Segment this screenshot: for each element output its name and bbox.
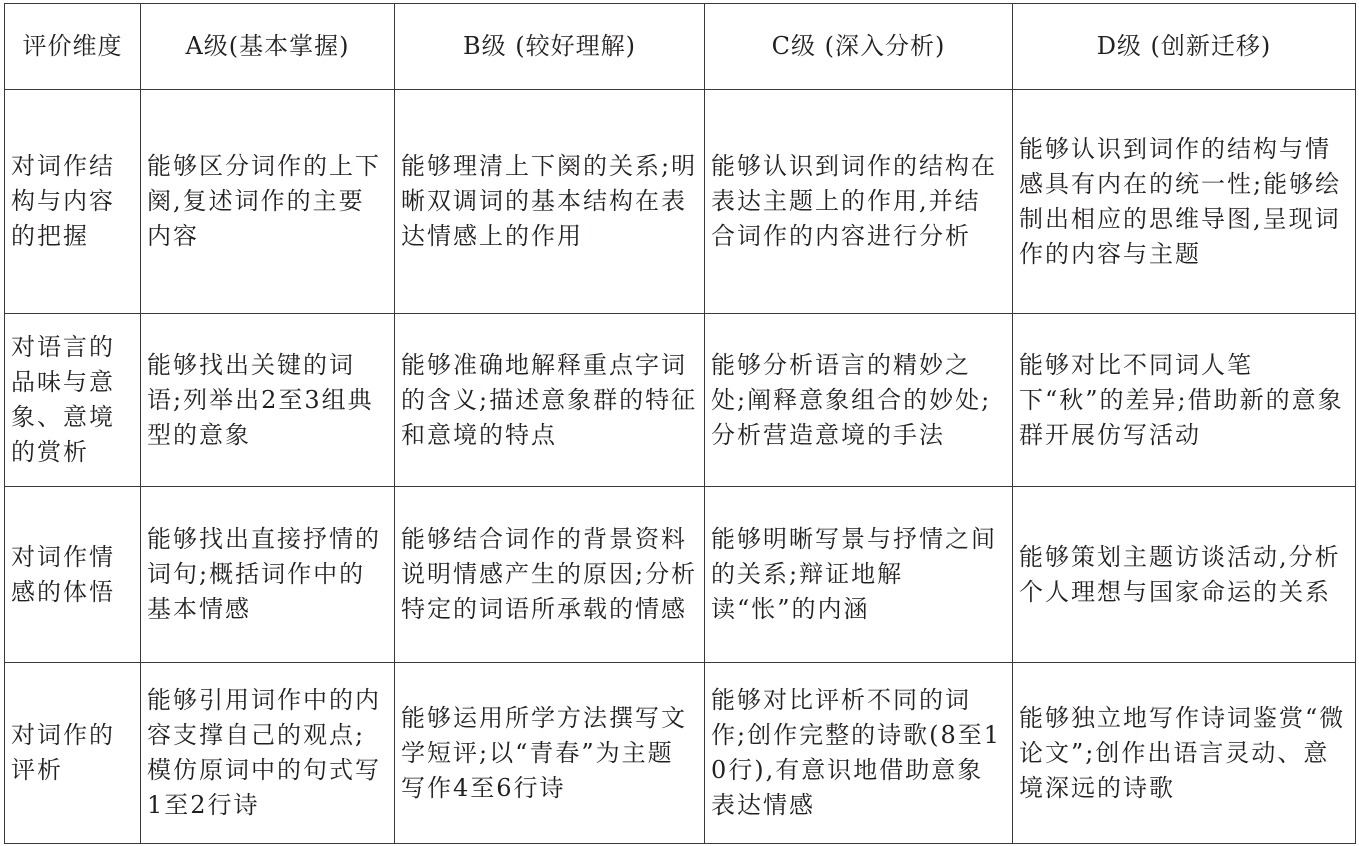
level-a-cell: 能够引用词作中的内容支撑自己的观点;模仿原词中的句式写1至2行诗 bbox=[141, 663, 395, 844]
level-d-cell: 能够认识到词作的结构与情感具有内在的统一性;能够绘制出相应的思维导图,呈现词作的内容与主题 bbox=[1013, 90, 1356, 314]
level-b-cell: 能够结合词作的背景资料说明情感产生的原因;分析特定的词语所承载的情感 bbox=[395, 487, 705, 663]
dimension-cell: 对词作情感的体悟 bbox=[5, 487, 141, 663]
level-b-cell: 能够运用所学方法撰写文学短评;以“青春”为主题写作4至6行诗 bbox=[395, 663, 705, 844]
header-row bbox=[5, 4, 1356, 90]
header-level-d: D级 (创新迁移) bbox=[1013, 4, 1356, 90]
level-c-cell: 能够分析语言的精妙之处;阐释意象组合的妙处;分析营造意境的手法 bbox=[705, 314, 1013, 487]
level-c-cell: 能够明晰写景与抒情之间的关系;辩证地解读“怅”的内涵 bbox=[705, 487, 1013, 663]
header-level-b: B级 (较好理解) bbox=[395, 4, 705, 90]
evaluation-rubric-table bbox=[4, 3, 1356, 844]
header-level-c: C级 (深入分析) bbox=[705, 4, 1013, 90]
level-d-cell: 能够策划主题访谈活动,分析个人理想与国家命运的关系 bbox=[1013, 487, 1356, 663]
level-d-cell: 能够独立地写作诗词鉴赏“微论文”;创作出语言灵动、意境深远的诗歌 bbox=[1013, 663, 1356, 844]
dimension-cell: 对词作结构与内容的把握 bbox=[5, 90, 141, 314]
level-a-cell: 能够找出直接抒情的词句;概括词作中的基本情感 bbox=[141, 487, 395, 663]
level-a-cell: 能够找出关键的词语;列举出2至3组典型的意象 bbox=[141, 314, 395, 487]
level-c-cell: 能够认识到词作的结构在表达主题上的作用,并结合词作的内容进行分析 bbox=[705, 90, 1013, 314]
header-level-a: A级(基本掌握) bbox=[141, 4, 395, 90]
dimension-cell: 对词作的评析 bbox=[5, 663, 141, 844]
table-row bbox=[5, 487, 1356, 663]
header-dimension: 评价维度 bbox=[5, 4, 141, 90]
dimension-cell: 对语言的品味与意象、意境的赏析 bbox=[5, 314, 141, 487]
table-row bbox=[5, 90, 1356, 314]
table-row bbox=[5, 314, 1356, 487]
level-b-cell: 能够理清上下阕的关系;明晰双调词的基本结构在表达情感上的作用 bbox=[395, 90, 705, 314]
level-d-cell: 能够对比不同词人笔下“秋”的差异;借助新的意象群开展仿写活动 bbox=[1013, 314, 1356, 487]
rubric-table-container bbox=[4, 3, 1355, 843]
table-row bbox=[5, 663, 1356, 844]
level-c-cell: 能够对比评析不同的词作;创作完整的诗歌(8至10行),有意识地借助意象表达情感 bbox=[705, 663, 1013, 844]
level-a-cell: 能够区分词作的上下阕,复述词作的主要内容 bbox=[141, 90, 395, 314]
level-b-cell: 能够准确地解释重点字词的含义;描述意象群的特征和意境的特点 bbox=[395, 314, 705, 487]
